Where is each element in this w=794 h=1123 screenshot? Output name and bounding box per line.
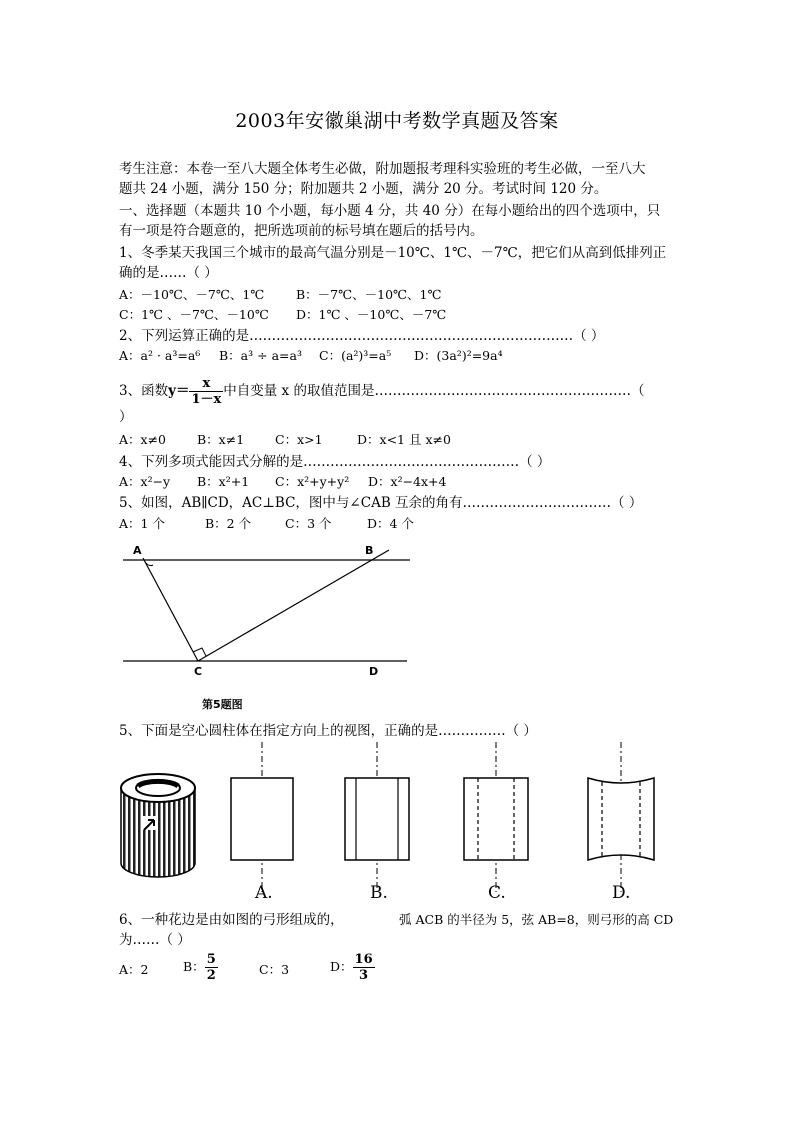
q5-option-c: C：3 个: [285, 516, 332, 531]
q6-stem-line-1a: 6、一种花边是由如图的弓形组成的，: [119, 912, 344, 928]
view-a: [222, 742, 302, 892]
q2-option-d: D：(3a²)²=9a⁴: [414, 348, 503, 363]
q2-option-c: C：(a²)³=a⁵: [319, 348, 392, 363]
section-heading-line-2: 有一项是符合题意的，把所选项前的标号填在题后的括号内。: [119, 223, 484, 239]
view-label-c: C.: [488, 883, 506, 903]
q1-option-a: A：－10℃、－7℃、1℃: [119, 287, 265, 302]
q4-option-a: A：x²−y: [119, 474, 171, 489]
view-d: [578, 742, 658, 892]
q3-prefix: 3、函数: [119, 383, 169, 399]
q4-option-d: D：x²−4x+4: [368, 474, 447, 489]
q6-option-b-prefix: B：: [183, 959, 205, 974]
q6-option-d-fraction: [353, 952, 375, 983]
q5-option-d: D：4 个: [367, 516, 414, 531]
q5-option-b: B：2 个: [205, 516, 252, 531]
q3-y: y＝: [168, 383, 190, 399]
q5b-stem: 5、下面是空心圆柱体在指定方向上的视图，正确的是……………（ ）: [119, 723, 537, 739]
fig5-label-c: C: [194, 665, 203, 678]
q6-b-den: 2: [206, 968, 216, 983]
section-heading-line-1: 一、选择题（本题共 10 个小题，每小题 4 分，共 40 分）在每小题给出的四个选项中，只: [119, 203, 661, 219]
q2-stem: 2、下列运算正确的是………………………………………………………………（ ）: [119, 328, 605, 344]
hollow-cylinder-figure: [118, 766, 198, 886]
q3-suffix: 中自变量 x 的取值范围是…………………………………………………（: [223, 383, 645, 399]
view-label-b: B.: [370, 883, 388, 903]
segment-cb: [198, 550, 389, 661]
q3-stem: [119, 376, 644, 407]
q3-fraction-num: x: [189, 376, 223, 392]
q6-option-b-fraction: [205, 952, 218, 983]
q1-option-b: B：－7℃、－10℃、1℃: [296, 287, 442, 302]
fig5-label-b: B: [365, 544, 374, 557]
view-label-d: D.: [612, 883, 631, 903]
view-b: [338, 742, 418, 892]
q5-stem: 5、如图，AB∥CD，AC⊥BC，图中与∠CAB 互余的角有……………………………（ ）: [119, 495, 643, 511]
q3-option-d: D：x<1 且 x≠0: [357, 432, 451, 447]
q3-option-b: B：x≠1: [197, 432, 245, 447]
q3-option-c: C：x>1: [275, 432, 323, 447]
q4-option-c: C：x²+y+y²: [275, 474, 350, 489]
q1-option-c: C：1℃ 、－7℃、－10℃: [119, 307, 269, 322]
q6-d-num: 16: [354, 952, 373, 967]
q6-option-d-prefix: D：: [330, 959, 353, 974]
q6-option-d: [330, 952, 375, 983]
page-title: 2003年安徽巢湖中考数学真题及答案: [235, 110, 559, 132]
q1-option-d: D：1℃ 、－10℃、－7℃: [296, 307, 447, 322]
q2-option-b: B：a³ ÷ a=a³: [219, 348, 302, 363]
q6-d-den: 3: [359, 968, 369, 983]
q6-b-num: 5: [206, 952, 216, 967]
q6-stem-line-2: 为……（ ）: [119, 932, 191, 948]
q1-stem-line-2: 确的是……（ ）: [119, 265, 218, 281]
segment-ac: [143, 558, 198, 661]
q6-stem-line-1b: 弧 ACB 的半径为 5，弦 AB=8，则弓形的高 CD: [399, 912, 674, 927]
q1-stem-line-1: 1、冬季某天我国三个城市的最高气温分别是－10℃、1℃、－7℃，把它们从高到低排列正: [119, 245, 667, 261]
view-label-a: A.: [255, 883, 273, 903]
notice-line-1: 考生注意：本卷一至八大题全体考生必做，附加题报考理科实验班的考生必做，一至八大: [119, 161, 646, 177]
q3-stem-line-2: ）: [119, 409, 133, 425]
view-c: [458, 742, 538, 892]
notice-line-2: 题共 24 小题，满分 150 分；附加题共 2 小题，满分 20 分。考试时间 120 分。: [119, 181, 608, 197]
q5-figure: [115, 540, 415, 685]
q2-option-a: A：a² · a³=a⁶: [119, 348, 201, 363]
q6-option-a: A：2: [119, 962, 149, 977]
fig5-label-a: A: [133, 544, 142, 557]
q4-option-b: B：x²+1: [197, 474, 250, 489]
q6-option-b: [183, 952, 218, 983]
fig5-caption: 第5题图: [202, 698, 243, 711]
q6-option-c: C：3: [259, 962, 290, 977]
q4-stem: 4、下列多项式能因式分解的是…………………………………………（ ）: [119, 454, 551, 470]
q3-fraction-den: 1－x: [191, 392, 222, 407]
q3-option-a: A：x≠0: [119, 432, 167, 447]
q3-fraction: [189, 376, 223, 407]
fig5-label-d: D: [369, 665, 379, 678]
q5-option-a: A：1 个: [119, 516, 165, 531]
